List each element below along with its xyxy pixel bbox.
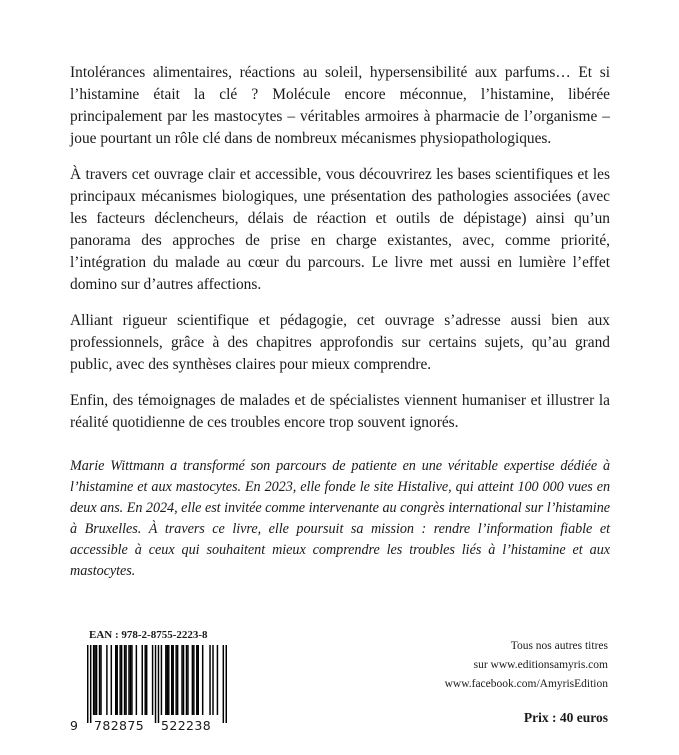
barcode-bar <box>183 645 184 715</box>
barcode-bar <box>119 645 120 715</box>
other-titles-line: Tous nos autres titres <box>510 640 608 652</box>
barcode-bar <box>181 645 182 715</box>
barcode-bar <box>198 645 199 715</box>
barcode-bar <box>209 645 210 715</box>
blurb-paragraph: Enfin, des témoignages de malades et de spécialistes viennent humaniser et illustrer la réalité quotidienne de ces troubles encore trop souvent ignorés. <box>70 392 610 431</box>
barcode-bar <box>144 645 145 715</box>
barcode-bar <box>87 645 88 723</box>
barcode-bar <box>131 645 132 715</box>
barcode-bar <box>168 645 169 715</box>
ean-label: EAN : 978-2-8755-2223-8 <box>89 629 208 641</box>
barcode-bar <box>186 645 187 715</box>
barcode-bar <box>116 645 117 715</box>
blurb-paragraph: Intolérances alimentaires, réactions au soleil, hypersensibilité aux parfums… Et si l’histamine était la clé ? Molécule encore méconnue, l’histamine, libérée principalement par les mastocytes – véritables armoires à pharmacie de l’organisme – joue pourtant un rôle clé dans de nombreux mécanismes physiopathologiques. <box>70 64 610 147</box>
barcode-bar <box>100 645 101 715</box>
barcode-bar <box>202 645 203 715</box>
barcode-bar <box>106 645 107 715</box>
barcode-bar <box>128 645 129 715</box>
barcode-bar <box>125 645 126 715</box>
facebook-link[interactable]: www.facebook.com/AmyrisEdition <box>444 678 608 690</box>
blurb-paragraph: À travers cet ouvrage clair et accessible, vous découvrirez les bases scientifiques et les principaux mécanismes biologiques, une présentation des pathologies associées (avec les facteurs déclencheurs, délais de réaction et outils de dépistage) ainsi qu’un panorama des approches de prise en charge existantes, avec, comme priorité, l’intégration du malade au cœur du parcours. Le livre met aussi en lumière l’effet domino sur d’autres affections. <box>70 166 610 293</box>
barcode-bar <box>152 645 153 715</box>
barcode-bar <box>177 645 178 715</box>
barcode-right-group: 522238 <box>161 718 212 733</box>
barcode-bar <box>130 645 131 715</box>
barcode-bar <box>96 645 97 715</box>
barcode-bar <box>161 645 162 715</box>
barcode-left-group: 782875 <box>94 718 145 733</box>
back-cover-text <box>70 62 610 582</box>
isbn-barcode <box>70 645 227 735</box>
barcode-bar <box>99 645 100 715</box>
barcode-bar <box>165 645 166 715</box>
blurb-paragraph: Alliant rigueur scientifique et pédagogie, cet ouvrage s’adresse aussi bien aux professionnels, grâce à des chapitres approfondis sur certains sujets, qu’au grand public, avec des synthèses claires pour mieux comprendre. <box>70 312 610 373</box>
barcode-bar <box>115 645 116 715</box>
barcode-first-digit: 9 <box>70 718 79 733</box>
barcode-bar <box>124 645 125 715</box>
barcode-bar <box>217 645 218 715</box>
barcode-bar <box>192 645 193 715</box>
barcode-bar <box>171 645 172 715</box>
barcode-bar <box>94 645 95 715</box>
barcode-bar <box>93 645 94 715</box>
barcode-bar <box>172 645 173 715</box>
barcode-bar <box>90 645 91 723</box>
barcode-bar <box>167 645 168 715</box>
barcode-bar <box>155 645 156 723</box>
barcode-bar <box>226 645 227 723</box>
barcode-bar <box>193 645 194 715</box>
barcode-bar <box>187 645 188 715</box>
barcode-bar <box>146 645 147 715</box>
barcode-bar <box>175 645 176 715</box>
barcode-bar <box>158 645 159 723</box>
barcode-bars <box>87 645 227 723</box>
author-bio: Marie Wittmann a transformé son parcours de patiente en une véritable expertise dédiée à l’histamine et aux mastocytes. En 2023, elle fonde le site Histalive, qui atteint 100 000 vues en deux ans. En 2024, elle est invitée comme intervenante au congrès international sur l’histamine à Bruxelles. À travers ce livre, elle poursuit sa mission : rendre l’information fiable et accessible à ceux qui souhaitent mieux comprendre les troubles liés à l’histamine et aux mastocytes. <box>70 458 610 579</box>
website-link[interactable]: sur www.editionsamyris.com <box>473 659 608 671</box>
barcode-bar <box>212 645 213 715</box>
barcode-bar <box>121 645 122 715</box>
barcode-bar <box>136 645 137 715</box>
barcode-bar <box>111 645 112 715</box>
price-label: Prix : 40 euros <box>523 710 608 725</box>
barcode-bar <box>223 645 224 723</box>
barcode-bar <box>142 645 143 715</box>
barcode-bar <box>196 645 197 715</box>
publisher-links <box>445 637 608 694</box>
